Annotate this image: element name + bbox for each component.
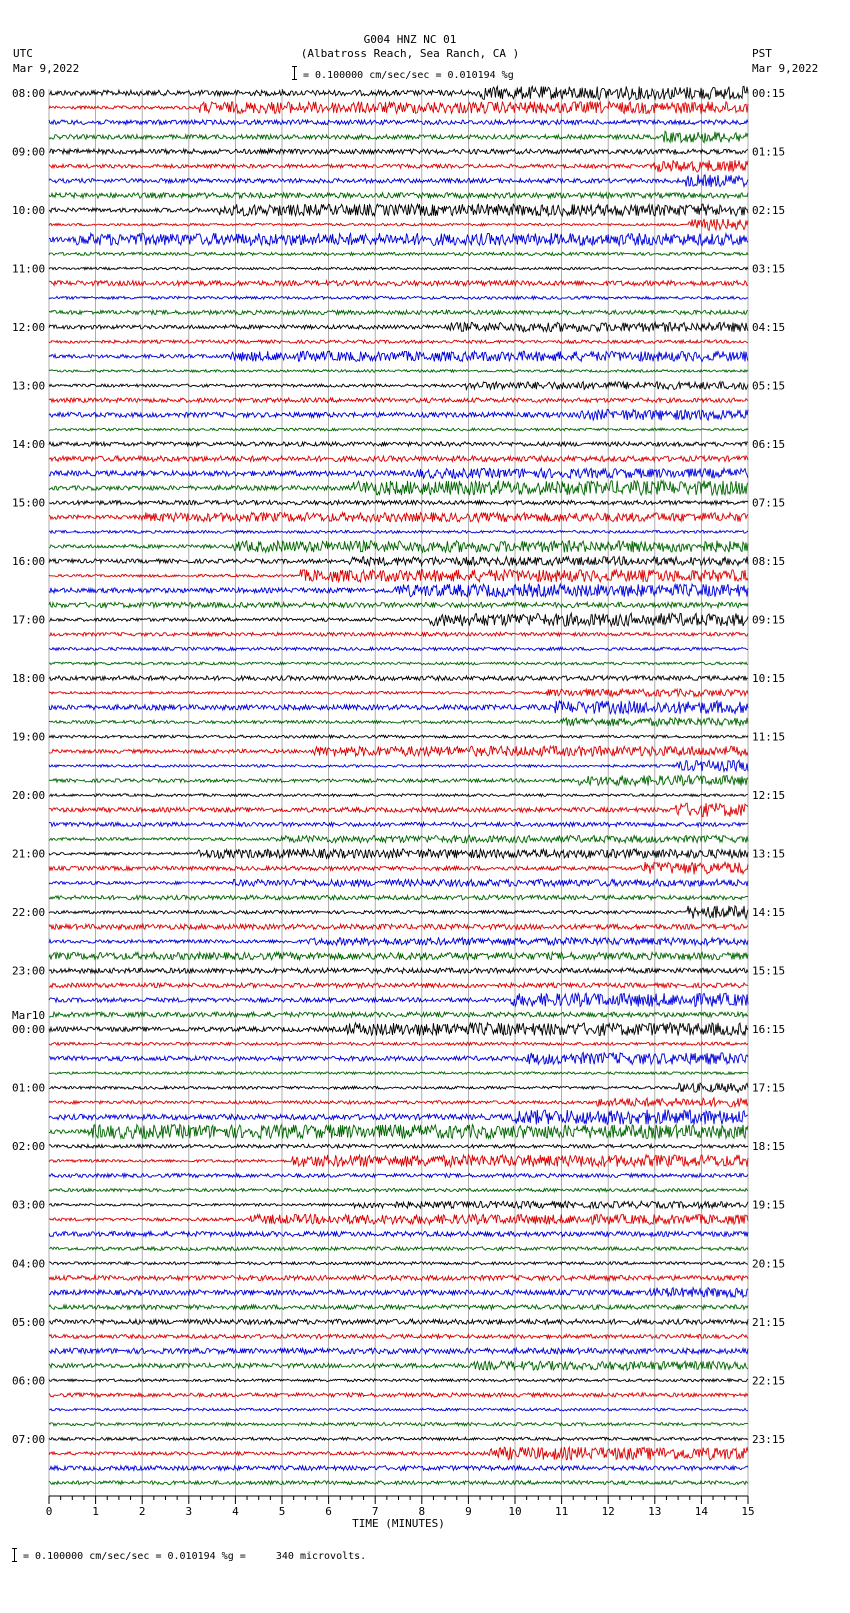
trace-row-0 <box>49 86 748 99</box>
trace-row-41 <box>49 689 748 697</box>
trace-row-70 <box>49 1110 748 1125</box>
utc-hour-label: 03:00 <box>12 1198 46 1212</box>
utc-hour-label: 02:00 <box>12 1140 46 1154</box>
pst-hour-label: 08:15 <box>752 555 786 569</box>
trace-row-21 <box>49 398 748 402</box>
pst-hour-label: 09:15 <box>752 613 786 627</box>
trace-row-13 <box>49 281 748 286</box>
trace-row-2 <box>49 120 748 125</box>
trace-row-18 <box>49 351 748 361</box>
trace-row-69 <box>49 1098 748 1107</box>
trace-row-17 <box>49 340 748 343</box>
utc-hour-label: 11:00 <box>12 262 46 276</box>
trace-row-87 <box>49 1361 748 1370</box>
trace-row-84 <box>49 1319 748 1324</box>
x-tick-label: 1 <box>92 1505 99 1518</box>
trace-row-88 <box>49 1379 748 1382</box>
x-axis-label: TIME (MINUTES) <box>352 1517 445 1530</box>
utc-hour-label: 01:00 <box>12 1081 46 1095</box>
trace-row-79 <box>49 1247 748 1251</box>
trace-row-66 <box>49 1053 748 1065</box>
utc-hour-label: 22:00 <box>12 906 46 920</box>
trace-row-80 <box>49 1262 748 1265</box>
trace-row-31 <box>49 541 748 553</box>
trace-row-92 <box>49 1437 748 1440</box>
trace-row-8 <box>49 204 748 216</box>
utc-hour-label: 20:00 <box>12 789 46 803</box>
trace-row-54 <box>49 879 748 886</box>
utc-hour-label: 17:00 <box>12 613 46 627</box>
utc-hour-label: 05:00 <box>12 1315 46 1329</box>
pst-hour-label: 16:15 <box>752 1023 786 1037</box>
trace-row-49 <box>49 803 748 817</box>
trace-row-39 <box>49 662 748 665</box>
pst-hour-label: 04:15 <box>752 321 786 335</box>
trace-row-67 <box>49 1072 748 1075</box>
utc-hour-label: 13:00 <box>12 379 46 393</box>
utc-hour-label: 21:00 <box>12 847 46 861</box>
trace-row-32 <box>49 557 748 566</box>
trace-row-19 <box>49 370 748 373</box>
pst-hour-label: 13:15 <box>752 847 786 861</box>
trace-row-63 <box>49 1012 748 1017</box>
x-tick-label: 5 <box>278 1505 286 1518</box>
trace-row-26 <box>49 468 748 478</box>
trace-row-42 <box>49 701 748 714</box>
trace-row-33 <box>49 570 748 582</box>
x-tick-label: 10 <box>508 1505 522 1518</box>
trace-row-55 <box>49 895 748 900</box>
pst-hour-label: 22:15 <box>752 1374 786 1388</box>
pst-hour-label: 15:15 <box>752 964 786 978</box>
trace-row-82 <box>49 1288 748 1298</box>
header-scale-bar-icon <box>292 66 297 80</box>
trace-row-73 <box>49 1155 748 1167</box>
header-left-date: Mar 9,2022 <box>13 62 80 75</box>
trace-row-36 <box>49 613 748 626</box>
x-tick-label: 15 <box>741 1505 755 1518</box>
trace-row-65 <box>49 1042 748 1045</box>
trace-row-90 <box>49 1408 748 1411</box>
trace-row-30 <box>49 531 748 534</box>
trace-row-3 <box>49 131 748 142</box>
header-right-date: Mar 9,2022 <box>752 62 819 75</box>
utc-hour-label: 10:00 <box>12 204 46 218</box>
trace-row-29 <box>49 513 748 522</box>
trace-row-61 <box>49 983 748 988</box>
trace-row-52 <box>49 849 748 858</box>
pst-hour-label: 21:15 <box>752 1315 786 1329</box>
utc-hour-label: 09:00 <box>12 145 46 159</box>
utc-hour-label: 14:00 <box>12 438 46 452</box>
x-tick-label: 4 <box>232 1505 239 1518</box>
trace-row-27 <box>49 481 748 496</box>
pst-hour-label: 03:15 <box>752 262 786 276</box>
trace-row-15 <box>49 310 748 314</box>
trace-row-40 <box>49 676 748 681</box>
x-tick-label: 8 <box>418 1505 426 1518</box>
date-change-label: Mar10 <box>12 1009 46 1023</box>
pst-hour-label: 20:15 <box>752 1257 786 1271</box>
pst-hour-label: 17:15 <box>752 1081 786 1095</box>
trace-row-68 <box>49 1083 748 1092</box>
utc-hour-label: 06:00 <box>12 1374 46 1388</box>
trace-row-14 <box>49 296 748 299</box>
x-tick-label: 12 <box>601 1505 615 1518</box>
trace-row-16 <box>49 322 748 332</box>
trace-row-75 <box>49 1188 748 1191</box>
trace-row-4 <box>49 149 748 154</box>
utc-hour-label: 19:00 <box>12 730 46 744</box>
trace-row-71 <box>49 1125 748 1139</box>
trace-row-58 <box>49 938 748 946</box>
trace-row-74 <box>49 1174 748 1178</box>
utc-hour-label: 07:00 <box>12 1432 46 1446</box>
x-tick-label: 0 <box>45 1505 53 1518</box>
trace-row-89 <box>49 1393 748 1397</box>
trace-row-95 <box>49 1481 748 1485</box>
trace-row-6 <box>49 175 748 187</box>
pst-hour-label: 23:15 <box>752 1432 786 1446</box>
trace-row-59 <box>49 952 748 959</box>
trace-row-38 <box>49 647 748 650</box>
header-station-line: G004 HNZ NC 01 <box>363 33 457 46</box>
trace-row-77 <box>49 1214 748 1224</box>
trace-row-86 <box>49 1348 748 1354</box>
x-tick-label: 9 <box>465 1505 472 1518</box>
pst-hour-label: 02:15 <box>752 204 786 218</box>
utc-hour-label: 04:00 <box>12 1257 46 1271</box>
trace-row-57 <box>49 924 748 929</box>
trace-row-48 <box>49 794 748 797</box>
pst-hour-label: 10:15 <box>752 672 786 686</box>
header-scale-text: = 0.100000 cm/sec/sec = 0.010194 %g <box>303 70 514 81</box>
trace-row-20 <box>49 382 748 390</box>
trace-row-83 <box>49 1305 748 1310</box>
pst-hour-label: 12:15 <box>752 789 786 803</box>
trace-row-37 <box>49 632 748 636</box>
trace-row-35 <box>49 602 748 607</box>
trace-row-78 <box>49 1232 748 1237</box>
trace-row-51 <box>49 835 748 842</box>
footer-scale-text: = 0.100000 cm/sec/sec = 0.010194 %g = 340 microvolts. <box>23 1551 367 1562</box>
trace-row-81 <box>49 1275 748 1280</box>
trace-row-76 <box>49 1201 748 1208</box>
x-tick-label: 3 <box>185 1505 193 1518</box>
pst-hour-label: 06:15 <box>752 438 786 452</box>
x-tick-label: 2 <box>138 1505 146 1518</box>
header-left-tz: UTC <box>13 47 33 60</box>
pst-hour-label: 07:15 <box>752 496 786 510</box>
trace-row-91 <box>49 1423 748 1426</box>
trace-row-45 <box>49 746 748 756</box>
trace-row-85 <box>49 1334 748 1338</box>
utc-hour-label: 23:00 <box>12 964 46 978</box>
trace-row-5 <box>49 160 748 172</box>
trace-row-60 <box>49 968 748 973</box>
trace-row-53 <box>49 862 748 874</box>
trace-row-28 <box>49 500 748 504</box>
pst-hour-label: 05:15 <box>752 379 786 393</box>
pst-hour-label: 19:15 <box>752 1198 786 1212</box>
footer-scale-bar-icon <box>12 1548 17 1562</box>
trace-row-43 <box>49 718 748 726</box>
trace-row-11 <box>49 252 748 255</box>
trace-row-25 <box>49 456 748 462</box>
utc-hour-label: 00:00 <box>12 1023 46 1037</box>
trace-row-12 <box>49 267 748 270</box>
trace-row-46 <box>49 760 748 771</box>
header-right-tz: PST <box>752 47 772 60</box>
pst-hour-label: 14:15 <box>752 906 786 920</box>
x-tick-label: 11 <box>554 1505 569 1518</box>
trace-row-64 <box>49 1023 748 1036</box>
trace-row-47 <box>49 775 748 785</box>
trace-row-93 <box>49 1447 748 1460</box>
utc-hour-label: 12:00 <box>12 321 46 335</box>
trace-row-56 <box>49 906 748 919</box>
trace-row-23 <box>49 428 748 431</box>
utc-hour-label: 16:00 <box>12 555 46 569</box>
pst-hour-label: 18:15 <box>752 1140 786 1154</box>
utc-hour-label: 08:00 <box>12 87 46 100</box>
trace-row-62 <box>49 993 748 1006</box>
trace-row-24 <box>49 442 748 446</box>
trace-row-10 <box>49 233 748 245</box>
pst-hour-label: 00:15 <box>752 87 786 100</box>
x-tick-label: 14 <box>694 1505 709 1518</box>
trace-row-7 <box>49 193 748 198</box>
trace-row-44 <box>49 735 748 738</box>
x-tick-label: 7 <box>371 1505 379 1518</box>
trace-row-72 <box>49 1144 748 1148</box>
trace-row-50 <box>49 822 748 826</box>
x-tick-label: 6 <box>325 1505 332 1518</box>
trace-row-1 <box>49 102 748 114</box>
header-location-line: (Albatross Reach, Sea Ranch, CA ) <box>300 47 520 60</box>
x-tick-label: 13 <box>648 1505 662 1518</box>
trace-row-9 <box>49 219 748 231</box>
trace-row-94 <box>49 1466 748 1471</box>
trace-row-22 <box>49 410 748 421</box>
pst-hour-label: 01:15 <box>752 145 786 159</box>
pst-hour-label: 11:15 <box>752 730 786 744</box>
utc-hour-label: 18:00 <box>12 672 46 686</box>
trace-row-34 <box>49 584 748 597</box>
utc-hour-label: 15:00 <box>12 496 46 510</box>
